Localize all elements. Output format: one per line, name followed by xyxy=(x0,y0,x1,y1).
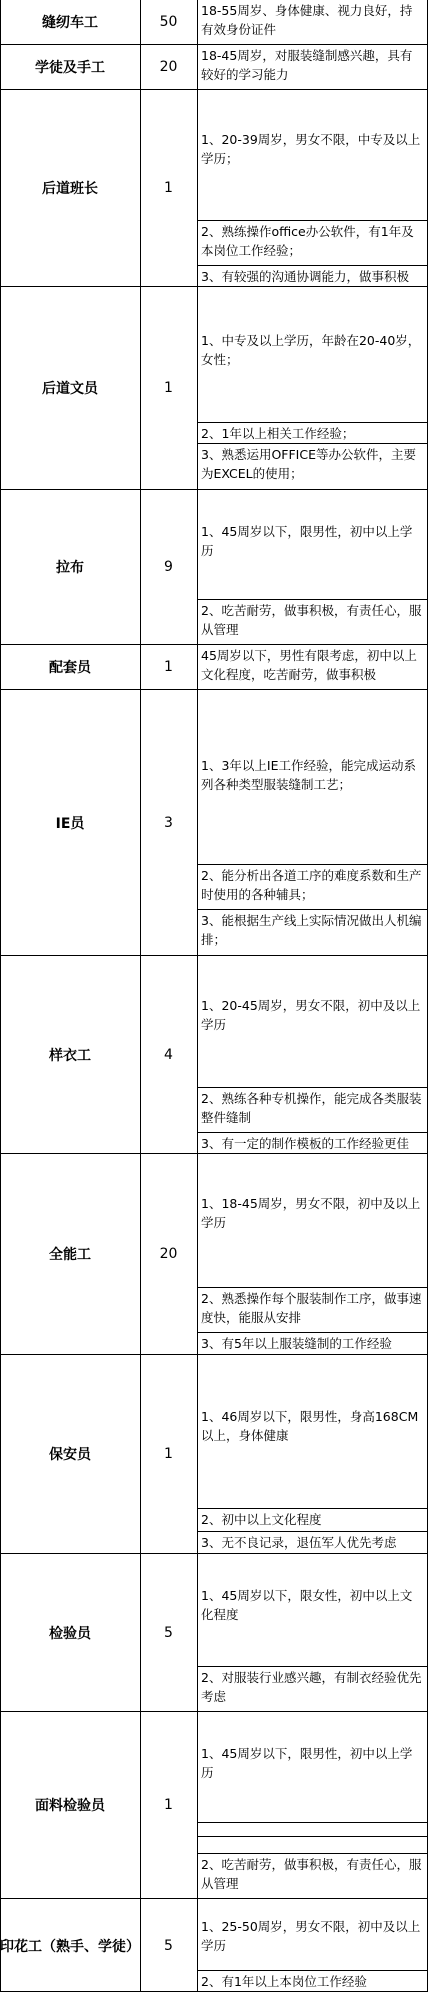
job-title: 缝纫车工 xyxy=(42,15,98,31)
requirement-cell: 45周岁以下，男性有限考虑，初中以上文化程度，吃苦耐劳，做事积极 xyxy=(201,648,417,682)
table-row xyxy=(0,690,428,955)
requirement-cell: 1、3年以上IE工作经验，能完成运动系列各种类型服装缝制工艺； xyxy=(201,758,416,792)
job-count: 1 xyxy=(164,180,173,196)
job-count: 5 xyxy=(164,1624,173,1641)
table-row xyxy=(0,1554,428,1711)
requirement-cell: 2、对服装行业感兴趣，有制衣经验优先考虑 xyxy=(201,1670,422,1704)
job-count: 1 xyxy=(164,659,173,675)
requirement-cell: 3、有较强的沟通协调能力，做事积极 xyxy=(201,269,409,284)
requirement-cell: 2、初中以上文化程度 xyxy=(201,1512,322,1527)
requirement-cell: 3、能根据生产线上实际情况做出人机编排； xyxy=(201,913,422,947)
requirement-cell: 1、45周岁以下，限女性，初中以上文化程度 xyxy=(201,1588,413,1622)
requirement-cell: 1、46周岁以下，限男性，身高168CM以上，身体健康 xyxy=(201,1409,419,1443)
job-title: 学徒及手工 xyxy=(35,60,105,76)
table-row xyxy=(0,956,428,1153)
table-row xyxy=(0,1712,428,1898)
requirement-cell: 2、吃苦耐劳，做事积极，有责任心，服从管理 xyxy=(201,1857,422,1891)
job-count: 4 xyxy=(164,1046,173,1063)
job-title: 保安员 xyxy=(49,1447,91,1463)
job-count: 3 xyxy=(164,814,173,831)
requirement-cell: 2、吃苦耐劳，做事积极，有责任心，服从管理 xyxy=(201,603,422,637)
job-count: 1 xyxy=(164,1446,173,1462)
requirement-cell: 1、中专及以上学历，年龄在20-40岁，女性； xyxy=(201,333,421,367)
table-row xyxy=(0,1355,428,1553)
requirement-cell: 2、熟练操作office办公软件，有1年及本岗位工作经验； xyxy=(201,224,414,258)
job-title: 印花工（熟手、学徒） xyxy=(0,1938,140,1955)
requirement-cell: 1、20-45周岁，男女不限，初中及以上学历 xyxy=(201,998,421,1032)
requirement-cell: 3、有5年以上服装缝制的工作经验 xyxy=(201,1336,392,1351)
requirement-cell: 1、25-50周岁，男女不限，初中及以上学历 xyxy=(201,1919,421,1953)
job-title: 后道文员 xyxy=(42,381,98,397)
requirement-cell: 3、熟悉运用OFFICE等办公软件，主要为EXCEL的使用； xyxy=(201,447,416,481)
job-title: 全能工 xyxy=(49,1247,91,1263)
requirement-cell: 18-55周岁、身体健康、视力良好，持有效身份证件 xyxy=(201,3,413,37)
requirement-cell: 1、18-45周岁，男女不限，初中及以上学历 xyxy=(201,1196,421,1230)
job-count: 5 xyxy=(164,1937,173,1954)
job-count: 20 xyxy=(159,1246,178,1262)
job-title: IE员 xyxy=(55,815,85,832)
requirement-cell xyxy=(197,1823,428,1836)
requirement-cell: 2、1年以上相关工作经验； xyxy=(201,426,355,441)
table-row xyxy=(0,645,428,689)
requirement-cell: 2、熟悉操作每个服装制作工序，做事速度快，能服从安排 xyxy=(201,1291,422,1325)
requirement-cell: 1、45周岁以下，限男性，初中以上学历 xyxy=(201,1746,413,1780)
requirement-cell xyxy=(197,1837,428,1853)
job-title: 检验员 xyxy=(49,1625,91,1642)
requirement-cell: 3、有一定的制作模板的工作经验更佳 xyxy=(201,1136,409,1151)
job-title: 样衣工 xyxy=(49,1047,91,1064)
table-row xyxy=(0,0,428,44)
job-title: 配套员 xyxy=(49,660,91,676)
requirement-cell: 2、能分析出各道工序的难度系数和生产时使用的各种辅具； xyxy=(201,868,422,902)
requirement-cell: 2、熟练各种专机操作，能完成各类服装整件缝制 xyxy=(201,1091,422,1125)
requirement-cell: 1、20-39周岁，男女不限，中专及以上学历； xyxy=(201,132,421,166)
requirement-cell: 1、45周岁以下，限男性，初中以上学历 xyxy=(201,524,413,558)
job-count: 1 xyxy=(164,380,173,396)
table-row xyxy=(0,287,428,489)
job-title: 拉布 xyxy=(56,560,84,576)
job-count: 20 xyxy=(159,59,178,75)
job-title: 后道班长 xyxy=(42,181,98,197)
job-count: 1 xyxy=(164,1797,173,1813)
job-count: 50 xyxy=(159,14,178,30)
table-row xyxy=(0,90,428,286)
requirement-cell: 18-45周岁，对服装缝制感兴趣，具有较好的学习能力 xyxy=(201,48,413,82)
table-row xyxy=(0,490,428,644)
table-row xyxy=(0,45,428,89)
table-row xyxy=(0,1154,428,1354)
requirement-cell: 2、有1年以上本岗位工作经验 xyxy=(201,1974,367,1989)
table-row xyxy=(0,1899,428,1992)
job-title: 面料检验员 xyxy=(35,1798,105,1814)
requirement-cell: 3、无不良记录，退伍军人优先考虑 xyxy=(201,1535,397,1550)
job-count: 9 xyxy=(164,559,173,575)
